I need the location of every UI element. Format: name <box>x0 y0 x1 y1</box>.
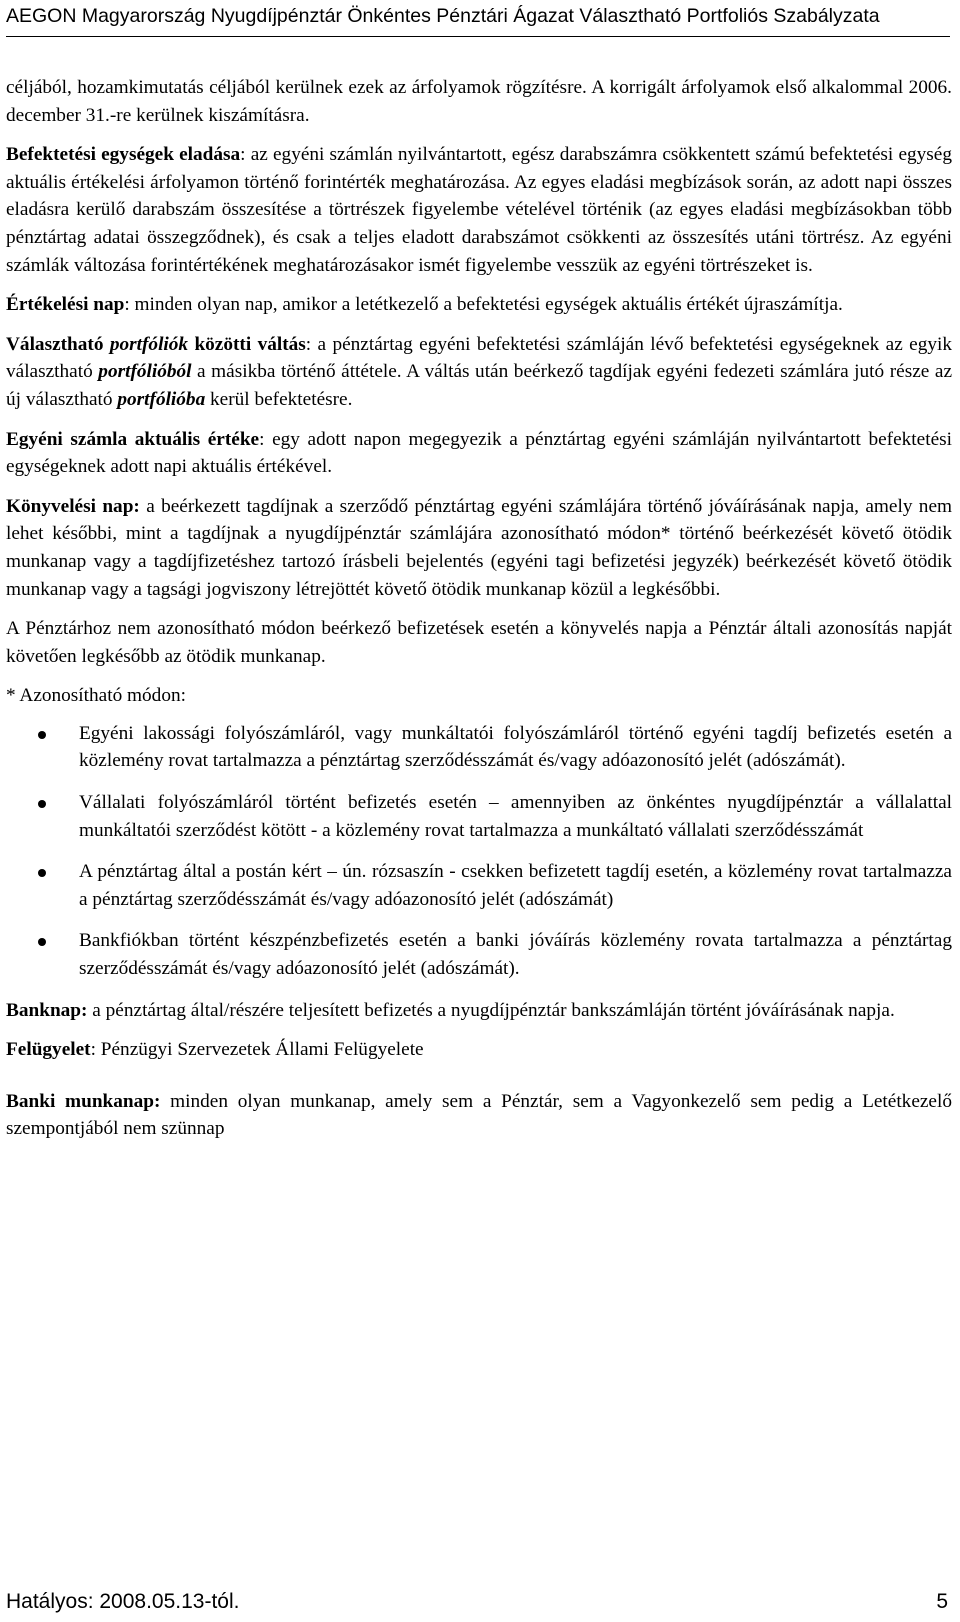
term-booking-day: Könyvelési nap: <box>6 495 140 517</box>
list-item-text: Egyéni lakossági folyószámláról, vagy munkáltatói folyószámláról történő egyéni tagdíj befizetés esetén a közlemény rovat tartalmazza a pénztártag szerződésszámát és/vagy adóazonosító jelét (adószámát). <box>79 722 952 772</box>
page-header: AEGON Magyarország Nyugdíjpénztár Önkéntes Pénztári Ágazat Választható Portfoliós Szabályzata <box>6 5 880 27</box>
bullet-icon <box>38 731 46 739</box>
bullet-icon <box>38 938 46 946</box>
paragraph-rates: céljából, hozamkimutatás céljából kerülnek ezek az árfolyamok rögzítésre. A korrigált árfolyamok első alkalommal 2006. december 31.-re kerülnek kiszámításra. <box>6 77 952 126</box>
term-valuation-day: Értékelési nap <box>6 294 125 316</box>
paragraph-valuation-day <box>6 291 952 319</box>
term-supervisor: Felügyelet <box>6 1039 91 1061</box>
term-portfolio-switch-c: közötti váltás <box>188 333 306 355</box>
definition-valuation-day: : minden olyan nap, amikor a letétkezelő a befektetési egységek aktuális értékét újraszámítja. <box>124 294 843 316</box>
paragraph-bank-day <box>6 997 952 1025</box>
list-item-text: Bankfiókban történt készpénzbefizetés esetén a banki jóváírás közlemény rovata tartalmazza a pénztártag szerződésszámát és/vagy adóazonosító jelét (adószámát). <box>79 930 952 980</box>
paragraph-identifiable-heading: * Azonosítható módon: <box>6 685 186 707</box>
list-item <box>6 858 952 913</box>
paragraph-unit-sale <box>6 141 952 279</box>
definition-switch-a: : a pénztártag egyéni befektetési számláján lévő befektetési egységeknek az egyik választható <box>6 333 953 383</box>
list-item-text: A pénztártag által a postán kért – ún. rózsaszín - csekken befizetett tagdíj esetén, a közlemény rovat tartalmazza a pénztártag szerződésszámát és/vagy adóazonosító jelét (adószámát) <box>79 861 952 910</box>
definition-booking-day: a beérkezett tagdíjnak a szerződő pénztártag egyéni számlájára történő jóváírásának napja, amely nem lehet későbbi, mint a tagdíjnak a nyugdíjpénztár számlájára azonosítható módon* történő beérkezését követő ötödik munkanap vagy a tagdíjfizetéshez tartozó írásbeli bejelentés (egyéni tagi befizetési jegyzék) beérkezését követő ötödik munkanap vagy a tagsági jogviszony létrejöttét követő ötödik munkanap közül a legkésőbbi. <box>6 495 952 600</box>
definition-unit-sale: : az egyéni számlán nyilvántartott, egész darabszámra csökkentett számú befektetési egység aktuális értékelési árfolyamon történő forintérték meghatározása. Az egyes eladási megbízások során, az adott napi összes eladásra kerülő darabszám összesítése a törtrészek figyelembe vételével történik (az egyes eladási megbízásokban több pénztártag adatai összegződnek), és csak a teljes eladott darabszámot csökkenti az összesítés utáni törtrész. Az egyéni számlák változása forintértékének meghatározásakor ismét figyelembe vesszük az egyéni törtrészeket is. <box>6 144 952 276</box>
paragraph-account-value <box>6 426 952 481</box>
header-divider <box>6 36 950 37</box>
paragraph-booking-day <box>6 493 952 603</box>
term-account-value: Egyéni számla aktuális értéke <box>6 428 260 450</box>
identification-list <box>6 720 952 983</box>
term-bank-workday: Banki munkanap: <box>6 1090 161 1112</box>
list-item <box>6 789 952 844</box>
term-portfolio-switch-b: portfóliók <box>109 333 189 355</box>
effective-date: Hatályos: 2008.05.13-tól. <box>6 1590 240 1613</box>
paragraph-bank-workday <box>6 1088 952 1143</box>
document-body <box>6 74 952 1155</box>
paragraph-portfolio-switch <box>6 331 952 414</box>
bullet-icon <box>38 800 46 808</box>
page-number: 5 <box>936 1590 948 1613</box>
paragraph-supervisor <box>6 1036 952 1064</box>
emphasis-portfolio-from: portfólióból <box>98 361 192 383</box>
term-bank-day: Banknap: <box>6 999 88 1021</box>
definition-switch-c: kerül befektetésre. <box>205 388 353 410</box>
term-unit-sale: Befektetési egységek eladása <box>6 144 241 166</box>
emphasis-portfolio-to: portfólióba <box>117 388 206 410</box>
list-item-text: Vállalati folyószámláról történt befizetés esetén – amennyiben az önkéntes nyugdíjpénztár a vállalattal munkáltatói szerződést kötött - a közlemény rovat tartalmazza a munkáltató vállalati szerződésszámát <box>79 792 952 841</box>
definition-supervisor: : Pénzügyi Szervezetek Állami Felügyelete <box>90 1039 424 1061</box>
term-portfolio-switch-a: Választható <box>6 333 110 355</box>
list-item <box>6 720 952 775</box>
list-item <box>6 927 952 982</box>
definition-account-value: : egy adott napon megegyezik a pénztártag egyéni számláján nyilvántartott befektetési egységeknek adott napi aktuális értékével. <box>6 428 952 478</box>
definition-bank-day: a pénztártag által/részére teljesített befizetés a nyugdíjpénztár bankszámláján történt jóváírásának napja. <box>87 999 895 1021</box>
bullet-icon <box>38 869 46 877</box>
paragraph-unidentified-payments: A Pénztárhoz nem azonosítható módon beérkező befizetések esetén a könyvelés napja a Pénztár általi azonosítás napját követően legkésőbb az ötödik munkanap. <box>6 618 952 667</box>
definition-bank-workday: minden olyan munkanap, amely sem a Pénztár, sem a Vagyonkezelő sem pedig a Letétkezelő szempontjából nem szünnap <box>6 1090 952 1140</box>
definition-switch-b: a másikba történő áttétele. A váltás után beérkező tagdíjak egyéni fedezeti számlára jutó része az új választható <box>6 361 952 410</box>
